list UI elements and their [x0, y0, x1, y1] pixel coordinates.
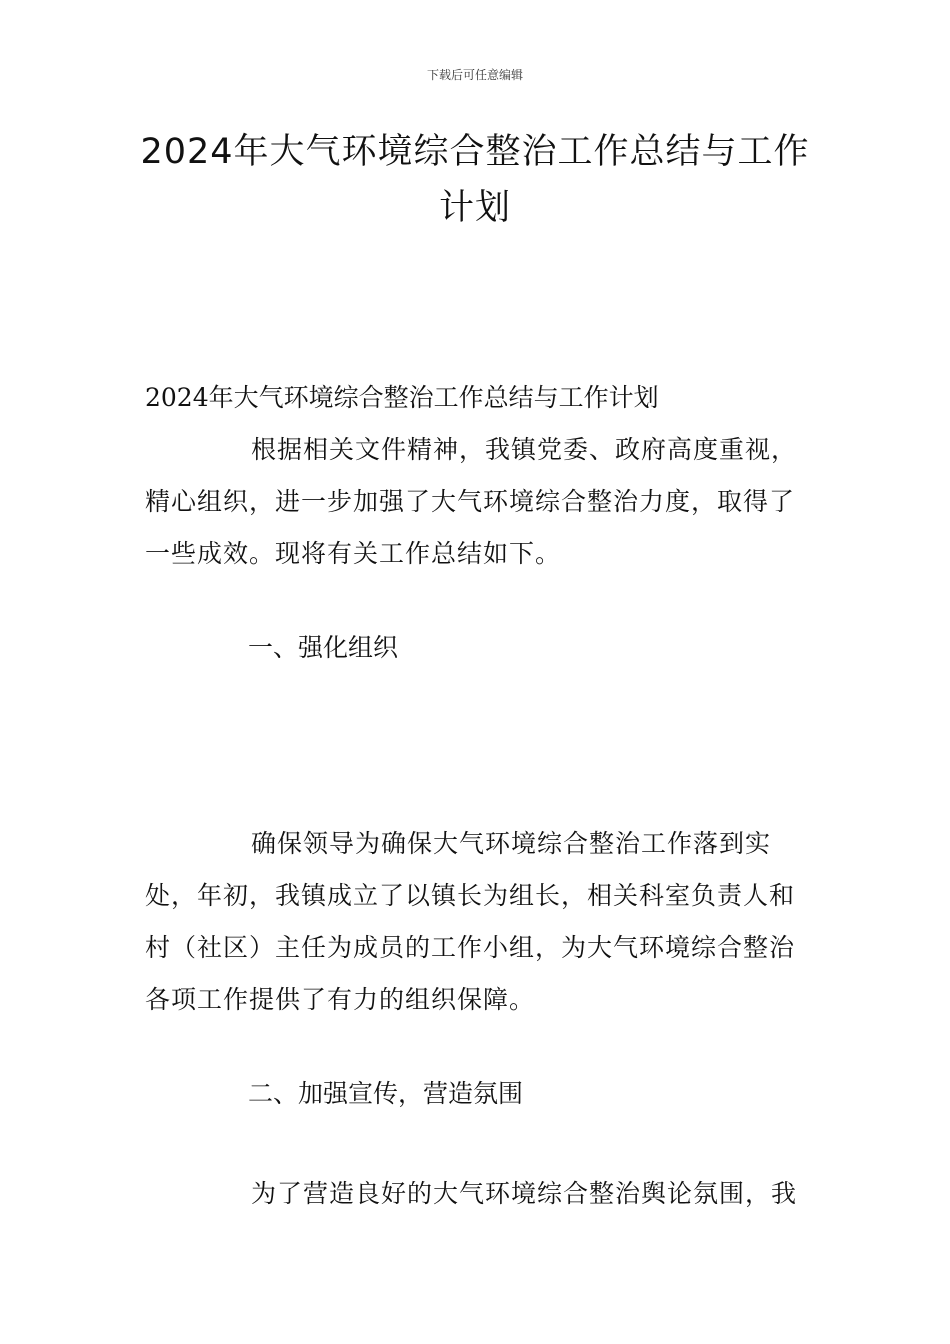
document-title: 2024年大气环境综合整治工作总结与工作计划 [140, 132, 810, 228]
header-note: 下载后可任意编辑 [426, 68, 523, 82]
section-paragraph-2: 为了营造良好的大气环境综合整治舆论氛围，我 [251, 1179, 798, 1208]
section-paragraph-1: 确保领导为确保大气环境综合整治工作落到实处，年初，我镇成立了以镇长为组长，相关科室负责人和村（社区）主任为成员的工作小组，为大气环境综合整治各项工作提供了有力的组织保障。 [145, 829, 796, 1014]
section-heading-1: 一、强化组织 [248, 633, 399, 662]
section-heading-2: 二、加强宣传，营造氛围 [248, 1079, 524, 1108]
intro-paragraph: 根据相关文件精神，我镇党委、政府高度重视，精心组织，进一步加强了大气环境综合整治力度，取得了一些成效。现将有关工作总结如下。 [145, 435, 798, 568]
document-subtitle: 2024年大气环境综合整治工作总结与工作计划 [145, 383, 659, 412]
